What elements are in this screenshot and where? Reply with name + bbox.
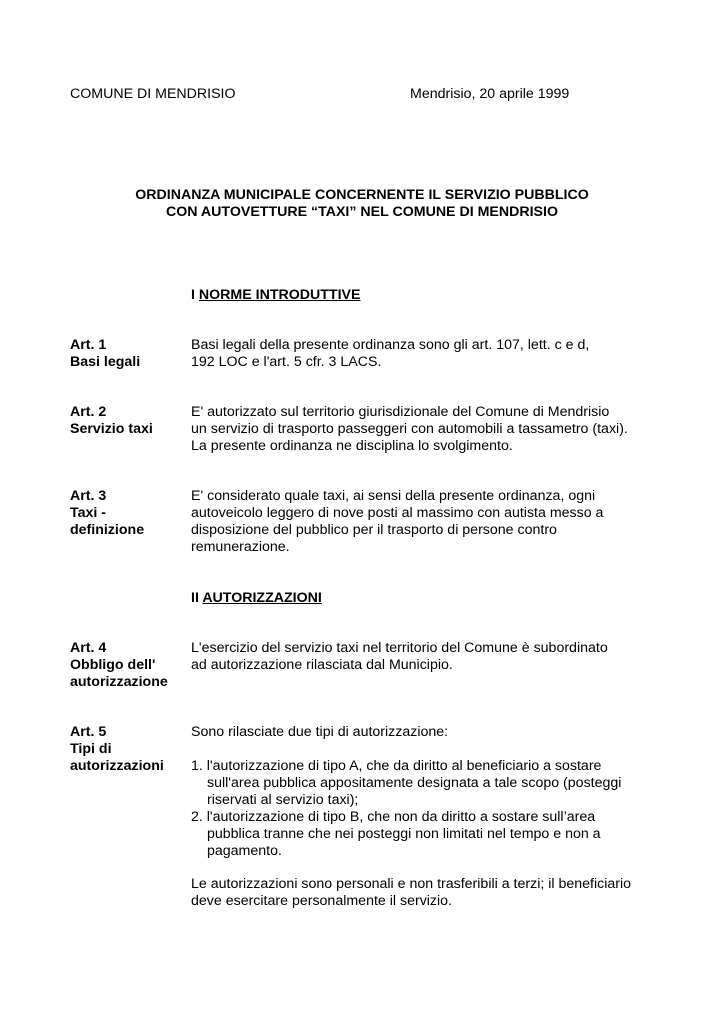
article-text-line: deve esercitare personalmente il servizio. bbox=[191, 893, 453, 909]
document-date: Mendrisio, 20 aprile 1999 bbox=[410, 86, 570, 102]
article-label: Servizio taxi bbox=[70, 421, 153, 437]
article-text-line: remunerazione. bbox=[191, 539, 290, 555]
article-number: Art. 1 bbox=[70, 337, 107, 353]
list-item: 2. l'autorizzazione di tipo B, che non da diritto a sostare sull’area bbox=[191, 809, 596, 825]
article-number: Art. 4 bbox=[70, 640, 107, 656]
section-title: NORME INTRODUTTIVE bbox=[198, 287, 361, 303]
article-label: Basi legali bbox=[70, 354, 141, 370]
section-number: I bbox=[191, 287, 199, 303]
article-label: definizione bbox=[70, 522, 145, 538]
article-text-line: Sono rilasciate due tipi di autorizzazione: bbox=[191, 724, 449, 740]
article-text-line: Le autorizzazioni sono personali e non trasferibili a terzi; il beneficiario bbox=[191, 876, 632, 892]
list-item-continuation: riservati al servizio taxi); bbox=[207, 792, 359, 808]
article-label: Taxi - bbox=[70, 505, 107, 521]
article-text-line: E' autorizzato sul territorio giurisdizionale del Comune di Mendrisio bbox=[191, 404, 610, 420]
article-number: Art. 5 bbox=[70, 724, 107, 740]
list-item-continuation: pagamento. bbox=[207, 843, 282, 859]
article-text-line: ad autorizzazione rilasciata dal Municipio. bbox=[191, 657, 453, 673]
article-text-line: Basi legali della presente ordinanza sono gli art. 107, lett. c e d, bbox=[191, 337, 590, 353]
article-number: Art. 2 bbox=[70, 404, 107, 420]
list-item: 1. l'autorizzazione di tipo A, che da diritto al beneficiario a sostare bbox=[191, 758, 602, 774]
article-label: Tipi di bbox=[70, 741, 112, 757]
article-label: Obbligo dell' bbox=[70, 657, 156, 673]
article-text-line: L'esercizio del servizio taxi nel territorio del Comune è subordinato bbox=[191, 640, 608, 656]
section-number: II bbox=[191, 590, 203, 606]
article-text-line: La presente ordinanza ne disciplina lo svolgimento. bbox=[191, 438, 513, 454]
list-item-continuation: sull'area pubblica appositamente designata a tale scopo (posteggi bbox=[207, 775, 622, 791]
list-item-continuation: pubblica tranne che nei posteggi non limitati nel tempo e non a bbox=[207, 826, 601, 842]
article-text-line: E' considerato quale taxi, ai sensi della presente ordinanza, ogni bbox=[191, 488, 596, 504]
municipality-name: COMUNE DI MENDRISIO bbox=[70, 86, 236, 102]
section-heading-1 bbox=[191, 287, 360, 304]
section-title: AUTORIZZAZIONI bbox=[202, 590, 322, 606]
document-title-line-1: ORDINANZA MUNICIPALE CONCERNENTE IL SERVIZIO PUBBLICO bbox=[135, 187, 589, 203]
article-text-line: un servizio di trasporto passeggeri con automobili a tassametro (taxi). bbox=[191, 421, 628, 437]
article-text-line: autoveicolo leggero di nove posti al massimo con autista messo a bbox=[191, 505, 604, 521]
article-text-line: 192 LOC e l'art. 5 cfr. 3 LACS. bbox=[191, 354, 382, 370]
article-number: Art. 3 bbox=[70, 488, 107, 504]
document-title-line-2: CON AUTOVETTURE “TAXI” NEL COMUNE DI MENDRISIO bbox=[165, 204, 558, 220]
article-text-line: disposizione del pubblico per il trasporto di persone contro bbox=[191, 522, 557, 538]
article-label: autorizzazione bbox=[70, 674, 168, 690]
article-label: autorizzazioni bbox=[70, 758, 164, 774]
section-heading-2 bbox=[191, 590, 322, 607]
